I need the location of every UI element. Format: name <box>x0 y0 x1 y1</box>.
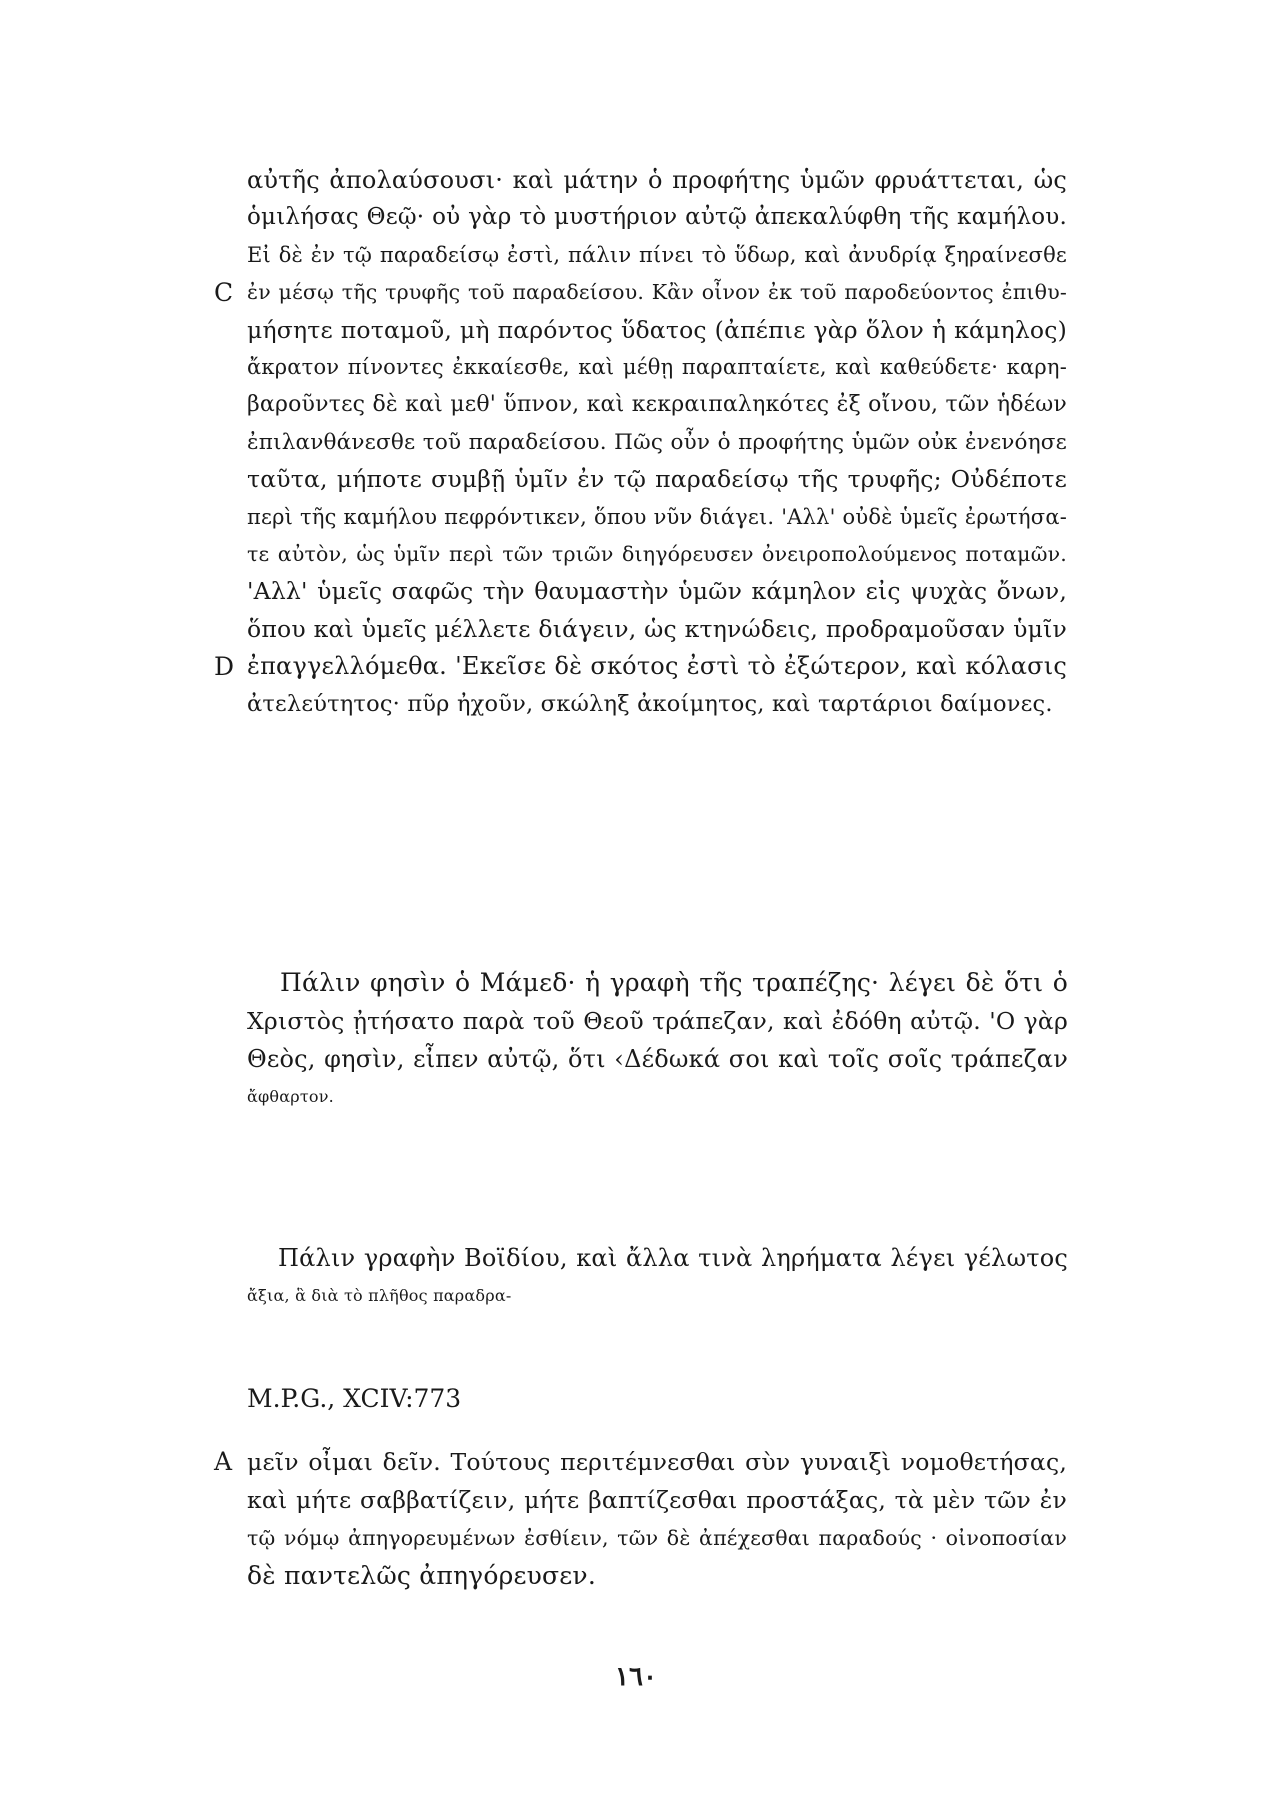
text-line: καὶ μήτε σαββατίζειν, μήτε βαπτίζεσθαι προστάξας, τὰ μὲν τῶν ἐν <box>247 1486 1067 1514</box>
text-line: βαροῦντες δὲ καὶ μεθ' ὕπνον, καὶ κεκραιπαληκότες ἐξ οἴνου, τῶν ἡδέων <box>247 392 1067 418</box>
text-line: 'Αλλ' ὑμεῖς σαφῶς τὴν θαυμαστὴν ὑμῶν κάμηλον εἰς ψυχὰς ὄνων, <box>247 577 1067 606</box>
text-line: Πάλιν φησὶν ὁ Μάμεδ· ἡ γραφὴ τῆς τραπέζης· λέγει δὲ ὅτι ὁ <box>280 968 1068 997</box>
text-line: τε αὐτὸν, ὡς ὑμῖν περὶ τῶν τριῶν διηγόρευσεν ὀνειροπολούμενος ποταμῶν. <box>247 542 1067 567</box>
text-line: Θεὸς, φησὶν, εἶπεν αὐτῷ, ὅτι ‹Δέδωκά σοι καὶ τοῖς σοῖς τράπεζαν <box>247 1045 1068 1073</box>
margin-letter-c: C <box>214 278 234 307</box>
text-line: ὁμιλήσας Θεῷ· οὐ γὰρ τὸ μυστήριον αὐτῷ ἀπεκαλύφθη τῆς καμήλου. <box>247 204 1067 231</box>
text-line: ὅπου καὶ ὑμεῖς μέλλετε διάγειν, ὡς κτηνώδεις, προδραμοῦσαν ὑμῖν <box>247 614 1067 643</box>
paragraph-3 <box>247 1239 1068 1315</box>
text-line: ταῦτα, μήποτε συμβῇ ὑμῖν ἐν τῷ παραδείσῳ τῆς τρυφῆς; Οὐδέποτε <box>247 465 1067 494</box>
page-number: ١٦٠ <box>615 1662 657 1692</box>
text-line: Πάλιν γραφὴν Βοϊδίου, καὶ ἄλλα τινὰ ληρήματα λέγει γέλωτος <box>278 1244 1068 1272</box>
text-line: ἄκρατον πίνοντες ἐκκαίεσθε, καὶ μέθῃ παραπταίετε, καὶ καθεύδετε· καρη- <box>247 355 1067 380</box>
text-line: μήσητε ποταμοῦ, μὴ παρόντος ὕδατος (ἀπέπιε γὰρ ὅλον ἡ κάμηλος) <box>247 315 1067 344</box>
paragraph-2 <box>247 964 1068 1116</box>
text-line: ἐπιλανθάνεσθε τοῦ παραδείσου. Πῶς οὖν ὁ προφήτης ὑμῶν οὐκ ἐνενόησε <box>247 429 1067 455</box>
text-line: περὶ τῆς καμήλου πεφρόντικεν, ὅπου νῦν διάγει. 'Αλλ' οὐδὲ ὑμεῖς ἐρωτήσα- <box>247 504 1067 529</box>
text-line: τῷ νόμῳ ἀπηγορευμένων ἐσθίειν, τῶν δὲ ἀπέχεσθαι παραδούς · οἰνοποσίαν <box>247 1526 1067 1550</box>
text-line: μεῖν οἶμαι δεῖν. Τούτους περιτέμνεσθαι σὺν γυναιξὶ νομοθετήσας, <box>247 1448 1067 1476</box>
text-line: ἐπαγγελλόμεθα. 'Εκεῖσε δὲ σκότος ἐστὶ τὸ ἐξώτερον, καὶ κόλασις <box>247 652 1067 681</box>
paragraph-1 <box>247 162 1067 723</box>
margin-letter-d: D <box>214 652 235 681</box>
text-line: αὐτῆς ἀπολαύσουσι· καὶ μάτην ὁ προφήτης ὑμῶν φρυάττεται, ὡς <box>247 166 1067 194</box>
text-line: ἐν μέσῳ τῆς τρυφῆς τοῦ παραδείσου. Κἂν οἶνον ἐκ τοῦ παροδεύοντος ἐπιθυ- <box>247 280 1067 305</box>
paragraph-4 <box>247 1443 1067 1595</box>
text-line: ἄφθαρτον. <box>247 1087 334 1106</box>
text-line: Χριστὸς ᾐτήσατο παρὰ τοῦ Θεοῦ τράπεζαν, καὶ ἐδόθη αὐτῷ. 'Ο γὰρ <box>247 1007 1068 1035</box>
source-reference: M.P.G., XCIV:773 <box>247 1384 462 1413</box>
margin-letter-a: A <box>214 1447 233 1476</box>
text-line: δὲ παντελῶς ἀπηγόρευσεν. <box>247 1561 596 1590</box>
text-line: Εἰ δὲ ἐν τῷ παραδείσῳ ἐστὶ, πάλιν πίνει τὸ ὕδωρ, καὶ ἀνυδρίᾳ ξηραίνεσθε <box>247 242 1067 267</box>
text-line: ἀτελεύτητος· πῦρ ἠχοῦν, σκώληξ ἀκοίμητος, καὶ ταρτάριοι δαίμονες. <box>247 690 1053 717</box>
text-line: ἄξια, ἃ διὰ τὸ πλῆθος παραδρα- <box>247 1286 512 1305</box>
